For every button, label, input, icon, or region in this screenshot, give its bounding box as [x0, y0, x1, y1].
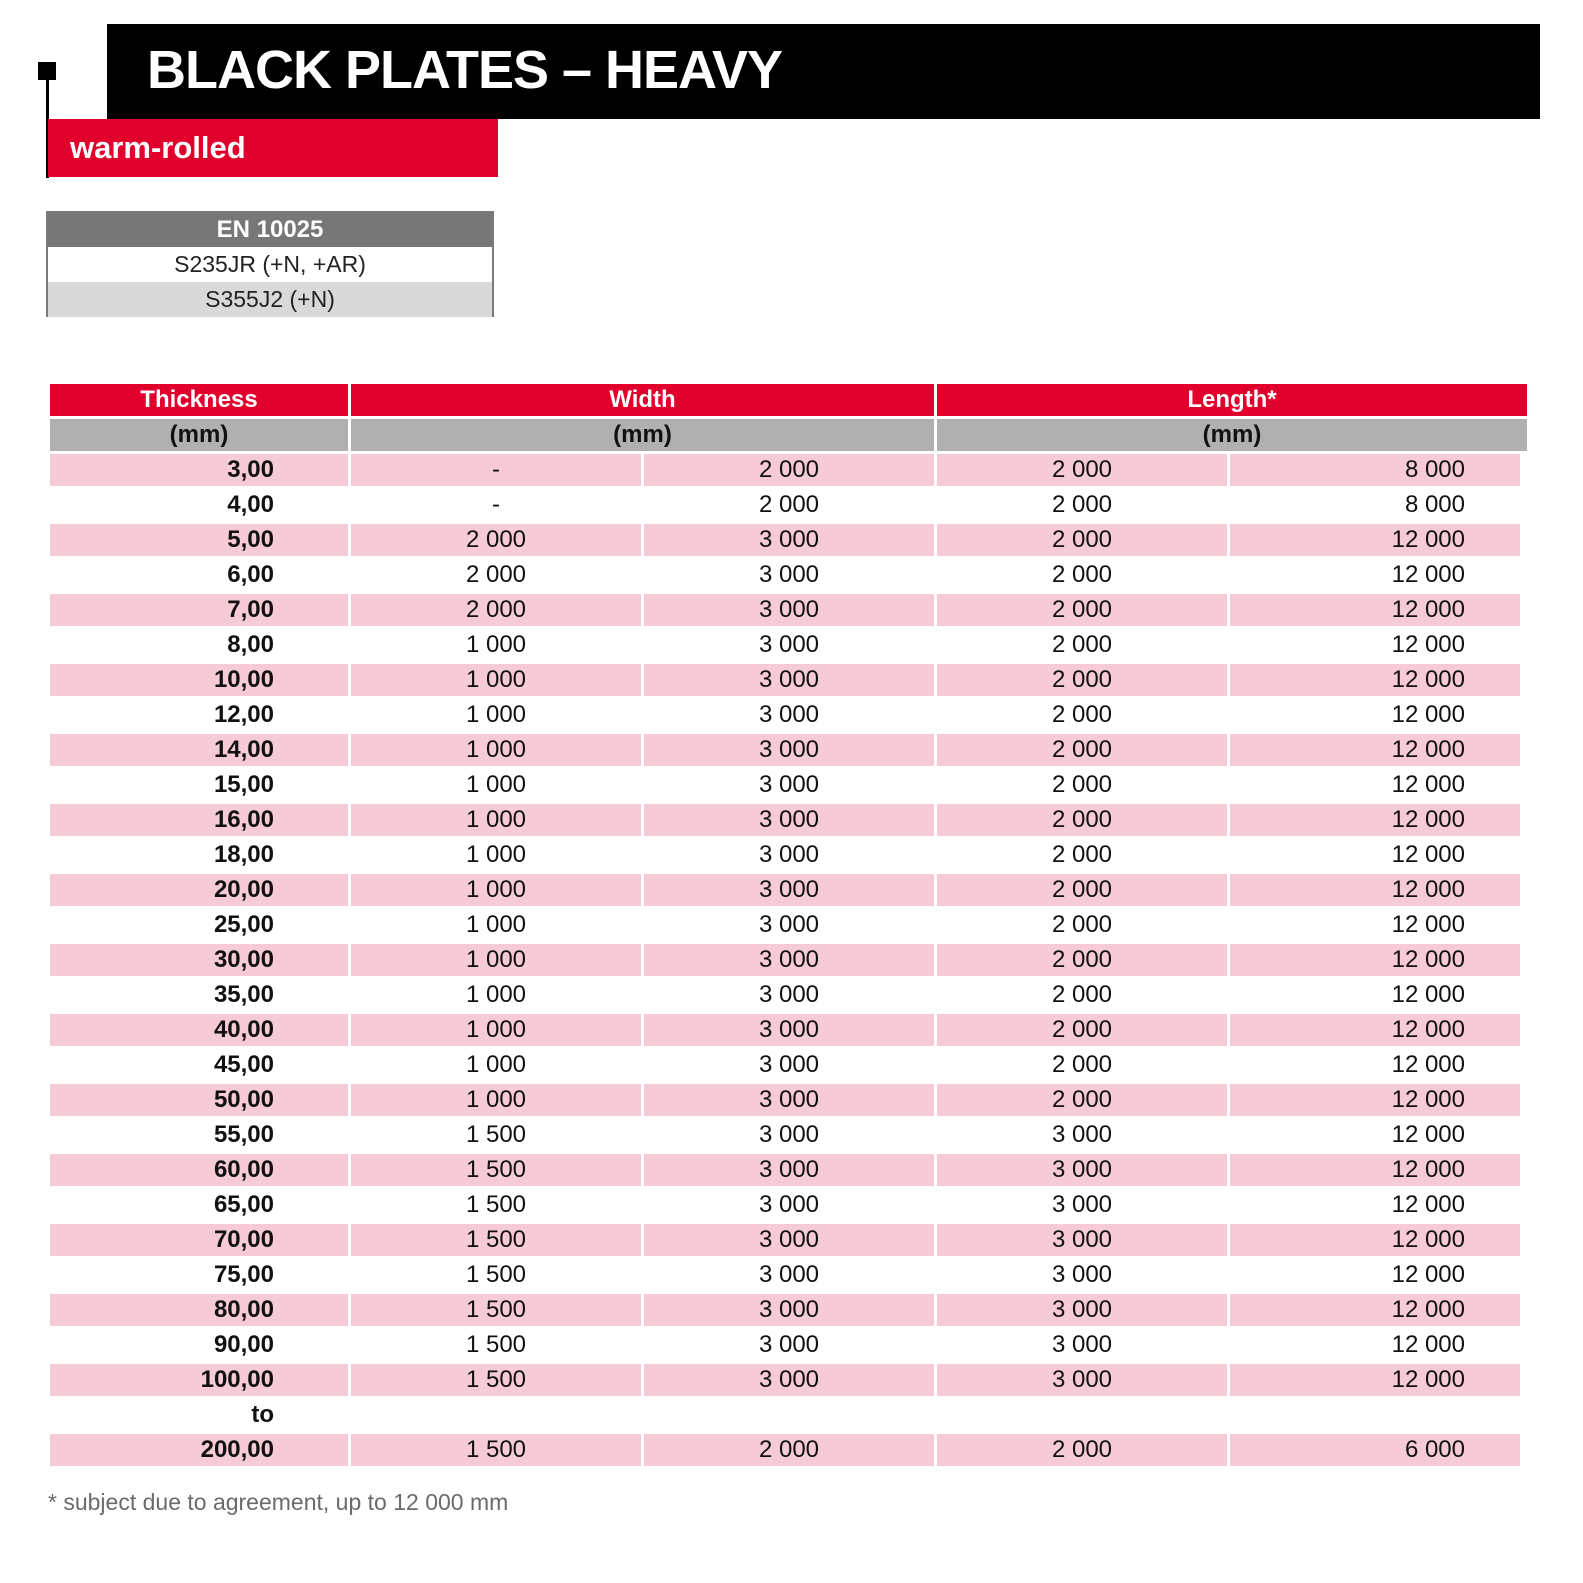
table-row	[50, 769, 1530, 801]
length-min-cell: 2 000	[937, 944, 1227, 976]
thickness-cell	[50, 559, 348, 591]
length-max-cell-value: 12 000	[1391, 1016, 1465, 1043]
standard-grade: S235JR (+N, +AR)	[174, 251, 366, 277]
length-min-cell: 2 000	[937, 629, 1227, 661]
length-max-cell-value: 12 000	[1391, 1331, 1465, 1358]
thickness-cell-value: 40,00	[213, 1016, 274, 1043]
header-width: Width	[351, 384, 934, 416]
table-row	[50, 1119, 1530, 1151]
thickness-cell	[50, 524, 348, 556]
table-row	[50, 524, 1530, 556]
length-max-cell-value: 12 000	[1391, 701, 1465, 728]
width-max-cell: 3 000	[644, 874, 934, 906]
width-max-cell: 3 000	[644, 1189, 934, 1221]
thickness-cell	[50, 1154, 348, 1186]
width-max-cell: 3 000	[644, 909, 934, 941]
length-min-cell: 2 000	[937, 524, 1227, 556]
thickness-cell	[50, 1014, 348, 1046]
width-max-cell: 3 000	[644, 629, 934, 661]
table-row	[50, 664, 1530, 696]
subtitle-bar	[48, 119, 498, 177]
width-min-cell: 1 000	[351, 699, 641, 731]
footnote: * subject due to agreement, up to 12 000 mm	[48, 1489, 509, 1515]
length-max-cell-value: 12 000	[1391, 1191, 1465, 1218]
length-max-cell-value: 12 000	[1391, 1086, 1465, 1113]
width-min-cell: -	[351, 489, 641, 521]
page-title: BLACK PLATES – HEAVY	[147, 40, 783, 100]
length-min-cell: 2 000	[937, 839, 1227, 871]
length-min-cell: 2 000	[937, 1084, 1227, 1116]
thickness-cell	[50, 1049, 348, 1081]
length-max-cell-value: 12 000	[1391, 666, 1465, 693]
table-body	[50, 454, 1530, 1466]
thickness-cell-value: 50,00	[213, 1086, 274, 1113]
length-max-cell	[1230, 594, 1520, 626]
table-row	[50, 734, 1530, 766]
width-min-cell: 1 000	[351, 1049, 641, 1081]
width-max-cell: 3 000	[644, 559, 934, 591]
length-max-cell	[1230, 1224, 1520, 1256]
thickness-cell	[50, 909, 348, 941]
table-row	[50, 489, 1530, 521]
thickness-cell-value: 200,00	[200, 1436, 274, 1463]
length-min-cell: 2 000	[937, 734, 1227, 766]
thickness-cell	[50, 664, 348, 696]
length-max-cell	[1230, 909, 1520, 941]
length-max-cell	[1230, 699, 1520, 731]
width-min-cell: -	[351, 454, 641, 486]
width-min-cell: 1 500	[351, 1224, 641, 1256]
thickness-cell-value: 6,00	[227, 561, 274, 588]
length-max-cell	[1230, 664, 1520, 696]
thickness-cell-value: to	[251, 1401, 274, 1428]
unit-length: (mm)	[937, 419, 1527, 451]
length-max-cell	[1230, 1259, 1520, 1291]
table-row	[50, 839, 1530, 871]
standard-title: EN 10025	[48, 213, 492, 247]
length-max-cell-value: 12 000	[1391, 911, 1465, 938]
thickness-cell-value: 90,00	[213, 1331, 274, 1358]
length-min-cell: 2 000	[937, 664, 1227, 696]
thickness-cell	[50, 1434, 348, 1466]
length-max-cell	[1230, 734, 1520, 766]
length-max-cell	[1230, 1084, 1520, 1116]
thickness-cell-value: 8,00	[227, 631, 274, 658]
length-min-cell: 3 000	[937, 1259, 1227, 1291]
thickness-cell-value: 3,00	[227, 456, 274, 483]
length-min-cell: 2 000	[937, 804, 1227, 836]
width-max-cell: 3 000	[644, 769, 934, 801]
width-min-cell: 1 000	[351, 769, 641, 801]
length-max-cell	[1230, 524, 1520, 556]
length-max-cell	[1230, 1329, 1520, 1361]
table-row	[50, 1294, 1530, 1326]
length-max-cell	[1230, 944, 1520, 976]
length-max-cell-value: 12 000	[1391, 981, 1465, 1008]
length-min-cell: 2 000	[937, 1434, 1227, 1466]
length-max-cell	[1230, 1294, 1520, 1326]
table-row	[50, 1154, 1530, 1186]
length-min-cell: 3 000	[937, 1189, 1227, 1221]
thickness-cell-value: 4,00	[227, 491, 274, 518]
title-bar	[107, 24, 1540, 119]
width-max-cell: 3 000	[644, 1224, 934, 1256]
thickness-cell	[50, 489, 348, 521]
width-min-cell: 1 000	[351, 804, 641, 836]
length-max-cell-value: 12 000	[1391, 1121, 1465, 1148]
length-max-cell	[1230, 839, 1520, 871]
table-row	[50, 1084, 1530, 1116]
length-min-cell: 2 000	[937, 874, 1227, 906]
length-min-cell: 2 000	[937, 559, 1227, 591]
length-max-cell-value: 6 000	[1404, 1436, 1465, 1463]
thickness-cell-value: 55,00	[213, 1121, 274, 1148]
length-max-cell	[1230, 489, 1520, 521]
width-max-cell: 3 000	[644, 594, 934, 626]
thickness-cell	[50, 629, 348, 661]
width-min-cell: 2 000	[351, 559, 641, 591]
length-max-cell-value: 12 000	[1391, 841, 1465, 868]
thickness-cell	[50, 734, 348, 766]
width-max-cell: 3 000	[644, 1084, 934, 1116]
thickness-cell-value: 75,00	[213, 1261, 274, 1288]
length-min-cell: 3 000	[937, 1119, 1227, 1151]
length-max-cell-value: 12 000	[1391, 736, 1465, 763]
thickness-cell-value: 16,00	[213, 806, 274, 833]
page-subtitle: warm-rolled	[70, 130, 246, 165]
width-max-cell: 3 000	[644, 524, 934, 556]
width-max-cell: 3 000	[644, 1259, 934, 1291]
length-max-cell-value: 12 000	[1391, 1226, 1465, 1253]
length-max-cell-value: 12 000	[1391, 1156, 1465, 1183]
length-max-cell-value: 12 000	[1391, 1261, 1465, 1288]
length-min-cell: 2 000	[937, 594, 1227, 626]
width-max-cell: 3 000	[644, 1014, 934, 1046]
width-max-cell: 2 000	[644, 489, 934, 521]
length-max-cell-value: 12 000	[1391, 1296, 1465, 1323]
width-min-cell: 1 000	[351, 909, 641, 941]
table-row	[50, 629, 1530, 661]
width-max-cell: 2 000	[644, 1434, 934, 1466]
thickness-cell-value: 30,00	[213, 946, 274, 973]
thickness-cell	[50, 594, 348, 626]
thickness-cell	[50, 699, 348, 731]
length-max-cell-value: 12 000	[1391, 876, 1465, 903]
length-min-cell: 3 000	[937, 1329, 1227, 1361]
length-min-cell: 3 000	[937, 1364, 1227, 1396]
width-max-cell: 3 000	[644, 1329, 934, 1361]
table-row	[50, 594, 1530, 626]
thickness-cell	[50, 1399, 348, 1431]
thickness-cell-value: 80,00	[213, 1296, 274, 1323]
width-max-cell: 2 000	[644, 454, 934, 486]
table-row	[50, 909, 1530, 941]
length-min-cell	[937, 1399, 1227, 1431]
width-min-cell: 1 500	[351, 1189, 641, 1221]
width-min-cell: 1 500	[351, 1294, 641, 1326]
width-min-cell	[351, 1399, 641, 1431]
width-min-cell: 1 500	[351, 1329, 641, 1361]
thickness-cell	[50, 979, 348, 1011]
width-max-cell: 3 000	[644, 699, 934, 731]
thickness-cell-value: 14,00	[213, 736, 274, 763]
thickness-cell	[50, 454, 348, 486]
table-row	[50, 1329, 1530, 1361]
width-min-cell: 1 000	[351, 944, 641, 976]
width-max-cell	[644, 1399, 934, 1431]
length-min-cell: 2 000	[937, 699, 1227, 731]
table-row	[50, 979, 1530, 1011]
width-min-cell: 1 500	[351, 1364, 641, 1396]
table-row	[50, 1049, 1530, 1081]
width-min-cell: 1 000	[351, 979, 641, 1011]
length-max-cell	[1230, 1364, 1520, 1396]
length-max-cell	[1230, 1189, 1520, 1221]
length-max-cell-value: 12 000	[1391, 526, 1465, 553]
thickness-cell	[50, 839, 348, 871]
width-min-cell: 1 000	[351, 1014, 641, 1046]
table-unit-row	[50, 419, 1530, 451]
length-max-cell-value: 12 000	[1391, 561, 1465, 588]
standards-box	[46, 211, 494, 317]
length-max-cell-value: 12 000	[1391, 596, 1465, 623]
length-max-cell	[1230, 979, 1520, 1011]
thickness-cell-value: 5,00	[227, 526, 274, 553]
thickness-cell	[50, 769, 348, 801]
thickness-cell	[50, 1294, 348, 1326]
length-max-cell	[1230, 1119, 1520, 1151]
unit-thickness: (mm)	[50, 419, 348, 451]
length-max-cell	[1230, 1399, 1520, 1431]
unit-width: (mm)	[351, 419, 934, 451]
thickness-cell-value: 45,00	[213, 1051, 274, 1078]
length-max-cell-value: 12 000	[1391, 1366, 1465, 1393]
length-max-cell	[1230, 629, 1520, 661]
thickness-cell-value: 20,00	[213, 876, 274, 903]
length-min-cell: 2 000	[937, 454, 1227, 486]
length-min-cell: 2 000	[937, 979, 1227, 1011]
thickness-cell-value: 65,00	[213, 1191, 274, 1218]
length-min-cell: 3 000	[937, 1294, 1227, 1326]
length-min-cell: 2 000	[937, 1014, 1227, 1046]
length-max-cell-value: 12 000	[1391, 806, 1465, 833]
width-max-cell: 3 000	[644, 1154, 934, 1186]
header-thickness: Thickness	[50, 384, 348, 416]
thickness-cell-value: 35,00	[213, 981, 274, 1008]
thickness-cell-value: 18,00	[213, 841, 274, 868]
width-min-cell: 1 000	[351, 734, 641, 766]
length-max-cell	[1230, 559, 1520, 591]
table-row	[50, 1399, 1530, 1431]
length-max-cell-value: 8 000	[1404, 456, 1465, 483]
thickness-cell	[50, 1119, 348, 1151]
thickness-cell-value: 60,00	[213, 1156, 274, 1183]
thickness-cell	[50, 1189, 348, 1221]
length-min-cell: 3 000	[937, 1154, 1227, 1186]
width-max-cell: 3 000	[644, 1049, 934, 1081]
width-max-cell: 3 000	[644, 1364, 934, 1396]
width-max-cell: 3 000	[644, 804, 934, 836]
length-max-cell	[1230, 1434, 1520, 1466]
length-max-cell-value: 12 000	[1391, 946, 1465, 973]
width-min-cell: 1 500	[351, 1259, 641, 1291]
table-row	[50, 944, 1530, 976]
table-row	[50, 1364, 1530, 1396]
width-min-cell: 2 000	[351, 524, 641, 556]
length-max-cell	[1230, 769, 1520, 801]
thickness-cell-value: 70,00	[213, 1226, 274, 1253]
thickness-cell	[50, 1259, 348, 1291]
thickness-cell	[50, 1364, 348, 1396]
table-row	[50, 804, 1530, 836]
table-row	[50, 454, 1530, 486]
table-row	[50, 874, 1530, 906]
thickness-cell	[50, 1224, 348, 1256]
thickness-cell	[50, 1084, 348, 1116]
width-max-cell: 3 000	[644, 1119, 934, 1151]
width-min-cell: 1 000	[351, 664, 641, 696]
width-min-cell: 2 000	[351, 594, 641, 626]
length-min-cell: 2 000	[937, 489, 1227, 521]
table-row	[50, 1189, 1530, 1221]
width-min-cell: 1 500	[351, 1154, 641, 1186]
length-max-cell	[1230, 804, 1520, 836]
thickness-cell-value: 7,00	[227, 596, 274, 623]
dimensions-table	[50, 384, 1530, 1469]
width-min-cell: 1 000	[351, 839, 641, 871]
length-max-cell	[1230, 1154, 1520, 1186]
width-min-cell: 1 000	[351, 1084, 641, 1116]
thickness-cell-value: 25,00	[213, 911, 274, 938]
width-max-cell: 3 000	[644, 734, 934, 766]
width-min-cell: 1 500	[351, 1434, 641, 1466]
table-header-row	[50, 384, 1530, 416]
width-max-cell: 3 000	[644, 839, 934, 871]
thickness-cell	[50, 1329, 348, 1361]
width-min-cell: 1 000	[351, 874, 641, 906]
width-max-cell: 3 000	[644, 664, 934, 696]
length-min-cell: 2 000	[937, 909, 1227, 941]
length-max-cell-value: 12 000	[1391, 631, 1465, 658]
length-max-cell-value: 12 000	[1391, 771, 1465, 798]
thickness-cell-value: 12,00	[213, 701, 274, 728]
table-row	[50, 1224, 1530, 1256]
length-max-cell-value: 12 000	[1391, 1051, 1465, 1078]
length-max-cell	[1230, 874, 1520, 906]
thickness-cell-value: 10,00	[213, 666, 274, 693]
thickness-cell	[50, 874, 348, 906]
table-row	[50, 559, 1530, 591]
thickness-cell-value: 100,00	[200, 1366, 274, 1393]
length-max-cell-value: 8 000	[1404, 491, 1465, 518]
length-min-cell: 3 000	[937, 1224, 1227, 1256]
width-max-cell: 3 000	[644, 979, 934, 1011]
table-row	[50, 699, 1530, 731]
header-length: Length*	[937, 384, 1527, 416]
length-min-cell: 2 000	[937, 1049, 1227, 1081]
width-min-cell: 1 000	[351, 629, 641, 661]
standard-grade: S355J2 (+N)	[48, 282, 492, 317]
table-row	[50, 1259, 1530, 1291]
length-max-cell	[1230, 1014, 1520, 1046]
thickness-cell-value: 15,00	[213, 771, 274, 798]
width-max-cell: 3 000	[644, 944, 934, 976]
length-max-cell	[1230, 454, 1520, 486]
length-max-cell	[1230, 1049, 1520, 1081]
thickness-cell	[50, 804, 348, 836]
width-min-cell: 1 500	[351, 1119, 641, 1151]
thickness-cell	[50, 944, 348, 976]
table-row	[50, 1014, 1530, 1046]
length-min-cell: 2 000	[937, 769, 1227, 801]
width-max-cell: 3 000	[644, 1294, 934, 1326]
table-row	[50, 1434, 1530, 1466]
